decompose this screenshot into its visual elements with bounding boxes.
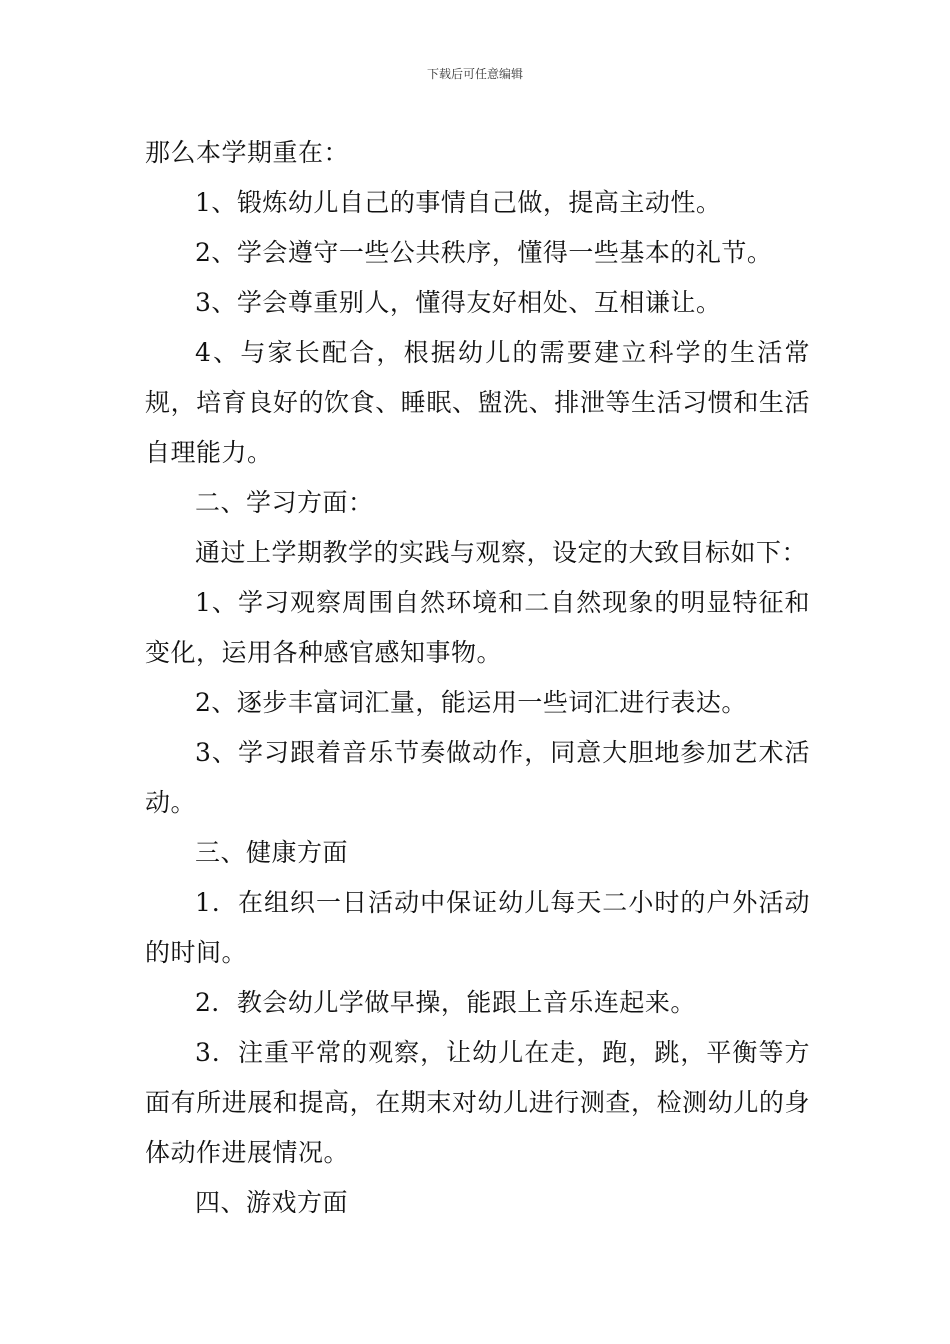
document-body bbox=[145, 128, 810, 1228]
paragraph-8: 1、学习观察周围自然环境和二自然现象的明显特征和变化，运用各种感官感知事物。 bbox=[145, 588, 810, 667]
paragraph-10: 3、学习跟着音乐节奏做动作，同意大胆地参加艺术活动。 bbox=[145, 738, 810, 817]
section-heading-learning: 二、学习方面： bbox=[195, 488, 374, 517]
paragraph-3: 2、学会遵守一些公共秩序，懂得一些基本的礼节。 bbox=[195, 238, 773, 267]
paragraph-12: 1．在组织一日活动中保证幼儿每天二小时的户外活动的时间。 bbox=[145, 888, 810, 967]
paragraph-1: 那么本学期重在： bbox=[145, 138, 350, 167]
paragraph-4: 3、学会尊重别人，懂得友好相处、互相谦让。 bbox=[195, 288, 722, 317]
paragraph-2: 1、锻炼幼儿自己的事情自己做，提高主动性。 bbox=[195, 188, 722, 217]
paragraph-9: 2、逐步丰富词汇量，能运用一些词汇进行表达。 bbox=[195, 688, 747, 717]
paragraph-14: 3．注重平常的观察，让幼儿在走，跑，跳，平衡等方面有所进展和提高，在期末对幼儿进行测查，检测幼儿的身体动作进展情况。 bbox=[145, 1038, 810, 1167]
paragraph-13: 2．教会幼儿学做早操，能跟上音乐连起来。 bbox=[195, 988, 696, 1017]
paragraph-5: 4、与家长配合，根据幼儿的需要建立科学的生活常规，培育良好的饮食、睡眠、盥洗、排泄等生活习惯和生活自理能力。 bbox=[145, 338, 810, 467]
paragraph-7: 通过上学期教学的实践与观察，设定的大致目标如下： bbox=[195, 538, 808, 567]
section-heading-games: 四、游戏方面 bbox=[195, 1188, 349, 1217]
section-heading-health: 三、健康方面 bbox=[195, 838, 349, 867]
page-header: 下载后可任意编辑 bbox=[426, 67, 523, 81]
